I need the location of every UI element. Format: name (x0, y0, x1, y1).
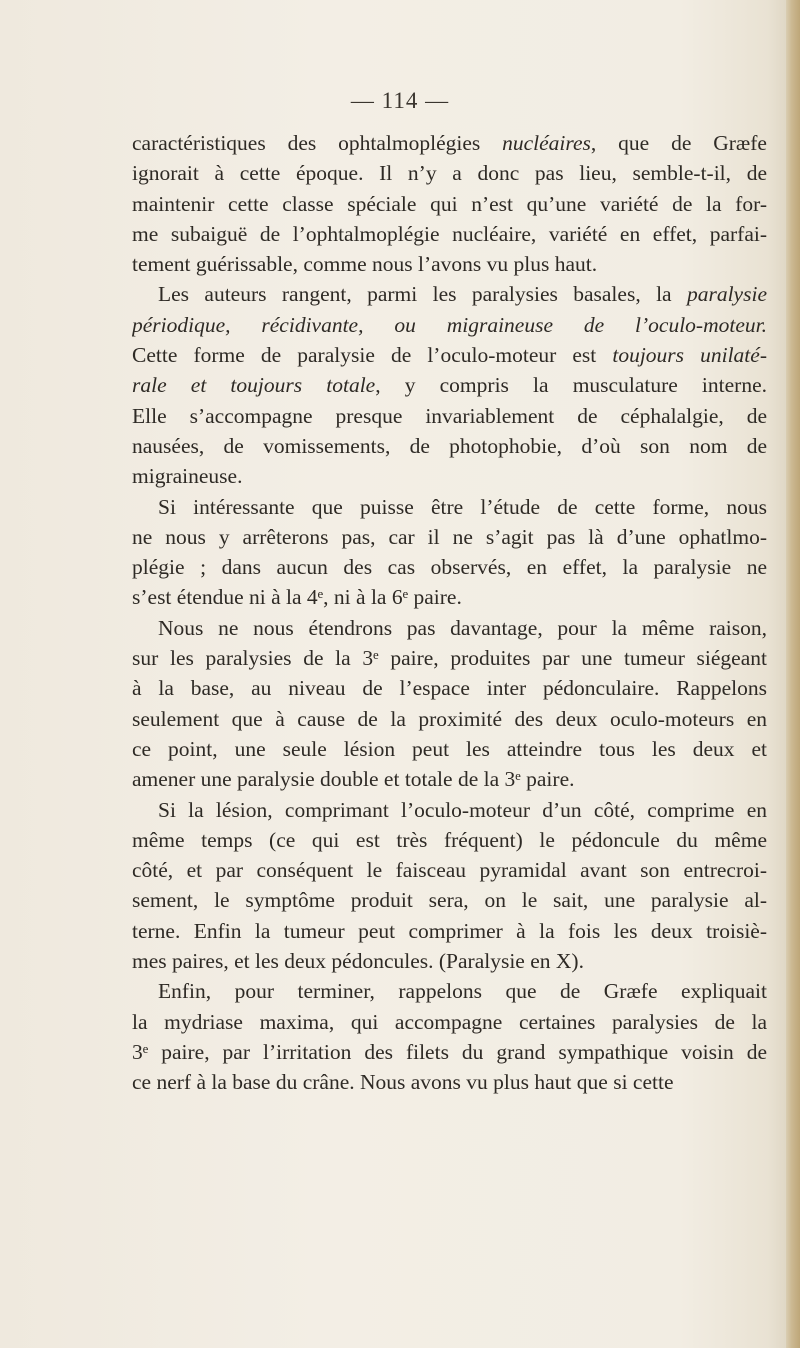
italic-phrase: rale et toujours totale (132, 373, 376, 398)
page-binding-edge (786, 0, 800, 1348)
text-line: sement, le symptôme produit sera, on le sait, une paralysie al- (132, 888, 767, 913)
text-line: plégie ; dans aucun des cas observés, en effet, la paralysie ne (132, 555, 767, 580)
text-line: seulement que à cause de la proximité des deux oculo-moteurs en (132, 706, 767, 731)
body-text (132, 128, 767, 1098)
text-line: côté, et par conséquent le faisceau pyramidal avant son entrecroi- (132, 858, 767, 883)
text-line: Si intéressante que puisse être l’étude de cette forme, nous (158, 494, 767, 519)
italic-phrase: paralysie (686, 282, 767, 307)
text-line: même temps (ce qui est très fréquent) le pédoncule du même (132, 827, 767, 852)
text-line: Enfin, pour terminer, rappelons que de Græfe expliquait (158, 979, 767, 1004)
text-line: tement guérissable, comme nous l’avons vu plus haut. (132, 252, 598, 277)
text-line: à la base, au niveau de l’espace inter pédonculaire. Rappelons (132, 676, 767, 701)
text-line: me subaiguë de l’ophtalmoplégie nucléaire, variété en effet, parfai- (132, 221, 767, 246)
text-line: Si la lésion, comprimant l’oculo-moteur d’un côté, comprime en (158, 797, 767, 822)
text-line: ignorait à cette époque. Il n’y a donc pas lieu, semble-t-il, de (132, 161, 767, 186)
text-line: Les auteurs rangent, parmi les paralysies basales, la paralysie (158, 282, 767, 307)
text-line: Nous ne nous étendrons pas davantage, pour la même raison, (158, 615, 767, 640)
text-line: 3ᵉ paire, par l’irritation des filets du grand sympathique voisin de (132, 1039, 767, 1064)
italic-phrase: toujours unilaté- (612, 343, 767, 368)
text-line: ne nous y arrêterons pas, car il ne s’agit pas là d’une ophatlmo- (132, 524, 767, 549)
text-line: s’est étendue ni à la 4ᵉ, ni à la 6ᵉ paire. (132, 585, 462, 610)
text-line: Elle s’accompagne presque invariablement de céphalalgie, de (132, 403, 767, 428)
text-line: ce nerf à la base du crâne. Nous avons vu plus haut que si cette (132, 1070, 674, 1095)
text-line: migraineuse. (132, 464, 243, 489)
text-line: la mydriase maxima, qui accompagne certaines paralysies de la (132, 1009, 767, 1034)
text-line: maintenir cette classe spéciale qui n’est qu’une variété de la for- (132, 191, 767, 216)
text-line: ce point, une seule lésion peut les atteindre tous les deux et (132, 736, 767, 761)
text-line: nausées, de vomissements, de photophobie, d’où son nom de (132, 433, 767, 458)
text-line: terne. Enfin la tumeur peut comprimer à la fois les deux troisiè- (132, 918, 767, 943)
page-number: — 114 — (350, 88, 450, 113)
text-line: Cette forme de paralysie de l’oculo-moteur est toujours unilaté- (132, 343, 767, 368)
italic-phrase: périodique, récidivante, ou migraineuse de l’oculo-moteur. (132, 312, 767, 337)
text-line: amener une paralysie double et totale de la 3ᵉ paire. (132, 767, 575, 792)
text-line: mes paires, et les deux pédoncules. (Paralysie en X). (132, 949, 584, 974)
text-line: sur les paralysies de la 3ᵉ paire, produites par une tumeur siégeant (132, 646, 767, 671)
text-line: caractéristiques des ophtalmoplégies nucléaires, que de Græfe (132, 131, 767, 155)
text-line: rale et toujours totale, y compris la musculature interne. (132, 373, 767, 398)
text-line (132, 310, 767, 340)
italic-phrase: nucléaires (502, 131, 591, 155)
